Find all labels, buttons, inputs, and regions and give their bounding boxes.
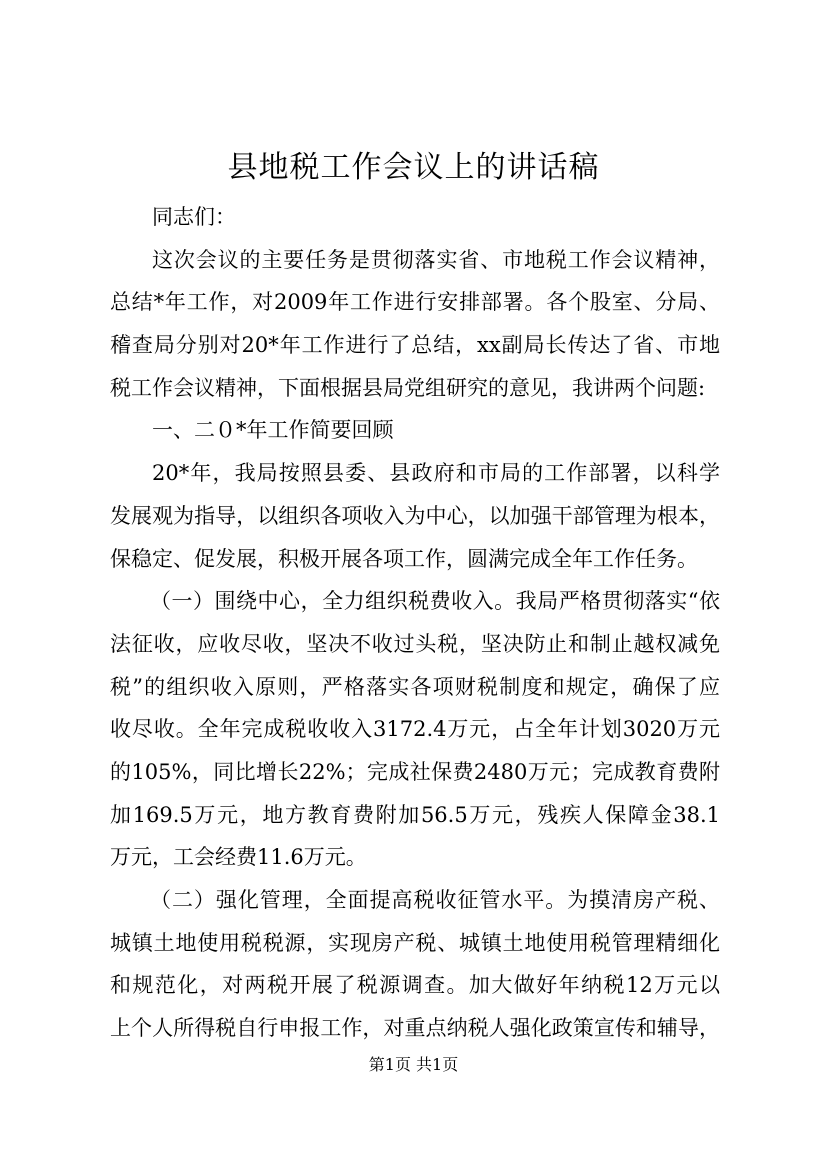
- section-heading: 一、二０*年工作简要回顾: [152, 418, 394, 443]
- body-line: 法征收，应收尽收，坚决不收过头税，坚决防止和制止越权减免: [110, 631, 720, 656]
- salutation-line: 同志们：: [152, 205, 236, 229]
- body-line: 加169.5万元，地方教育费附加56.5万元，残疾人保障金38.1: [110, 802, 720, 827]
- body-line: 20*年，我局按照县委、县政府和市局的工作部署，以科学: [152, 461, 720, 486]
- body-line: 发展观为指导，以组织各项收入为中心，以加强干部管理为根本，: [110, 503, 720, 528]
- body-line: 的105%，同比增长22%；完成社保费2480万元；完成教育费附: [110, 759, 720, 784]
- document-body: [110, 196, 720, 1050]
- body-line: 这次会议的主要任务是贯彻落实省、市地税工作会议精神，: [152, 247, 720, 272]
- body-line: 总结*年工作，对2009年工作进行安排部署。各个股室、分局、: [110, 290, 720, 315]
- document-title: 县地税工作会议上的讲话稿: [227, 150, 600, 185]
- body-line: （二）强化管理，全面提高税收征管水平。为摸清房产税、: [150, 888, 720, 912]
- body-line: 城镇土地使用税税源，实现房产税、城镇土地使用税管理精细化: [110, 930, 720, 955]
- body-line: 和规范化，对两税开展了税源调查。加大做好年纳税12万元以: [110, 973, 720, 998]
- body-line: 稽查局分别对20*年工作进行了总结，xx副局长传达了省、市地: [110, 333, 720, 358]
- body-line: 万元，工会经费11.6万元。: [110, 845, 367, 870]
- body-line: 保稳定、促发展，积极开展各项工作，圆满完成全年工作任务。: [110, 546, 698, 571]
- body-line: 收尽收。全年完成税收收入3172.4万元，占全年计划3020万元: [110, 717, 720, 742]
- body-line: 上个人所得税自行申报工作，对重点纳税人强化政策宣传和辅导，: [110, 1016, 720, 1041]
- body-line: 税工作会议精神，下面根据县局党组研究的意见，我讲两个问题:: [110, 375, 706, 400]
- page-footer: 第1页 共1页: [368, 1055, 459, 1074]
- body-line: （一）围绕中心，全力组织税费收入。我局严格贯彻落实“依: [150, 589, 720, 614]
- body-line: 税”的组织收入原则，严格落实各项财税制度和规定，确保了应: [110, 674, 720, 699]
